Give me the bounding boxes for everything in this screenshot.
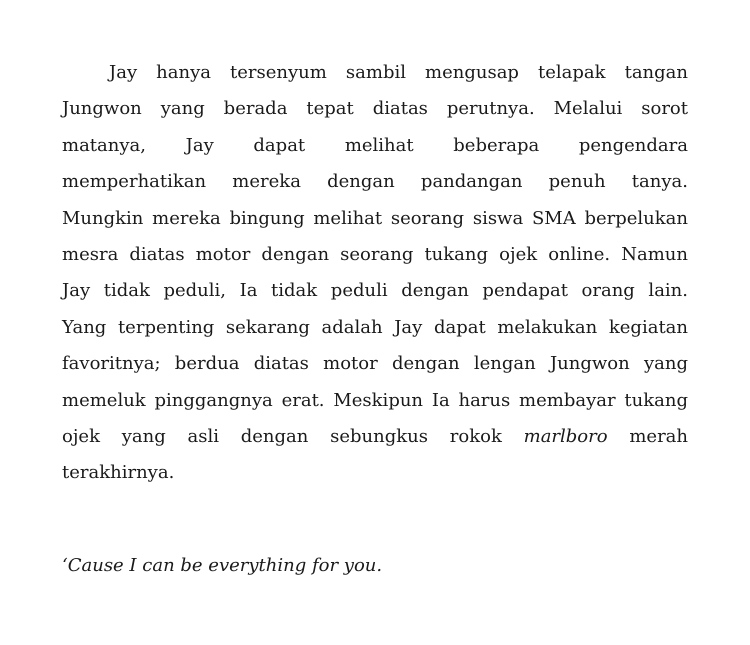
story-text <box>62 55 688 492</box>
paragraph-line-6: mesra diatas motor dengan seorang tukang ojek online. Namun <box>62 243 688 265</box>
paragraph-line-3: matanya, Jay dapat melihat beberapa pengendara <box>62 134 688 156</box>
paragraph-line-12: terakhirnya. <box>62 462 175 484</box>
paragraph-line-2: Jungwon yang berada tepat diatas perutnya. Melalui sorot <box>62 98 688 120</box>
line-11-text-before: ojek yang asli dengan sebungkus rokok <box>62 425 524 447</box>
story-paragraph <box>62 55 688 492</box>
brand-name-italic: marlboro <box>523 425 608 447</box>
paragraph-line-4: memperhatikan mereka dengan pandangan penuh tanya. <box>62 171 688 193</box>
paragraph-line-10: memeluk pinggangnya erat. Meskipun Ia harus membayar tukang <box>62 389 688 411</box>
closing-quote: ‘Cause I can be everything for you. <box>62 555 383 576</box>
paragraph-line-5: Mungkin mereka bingung melihat seorang siswa SMA berpelukan <box>62 207 688 229</box>
paragraph-line-8: Yang terpenting sekarang adalah Jay dapat melakukan kegiatan <box>62 316 688 338</box>
paragraph-line-9: favoritnya; berdua diatas motor dengan lengan Jungwon yang <box>62 353 688 375</box>
line-11-text-after: merah <box>607 425 689 447</box>
paragraph-line-11 <box>62 419 688 455</box>
paragraph-line-7: Jay tidak peduli, Ia tidak peduli dengan pendapat orang lain. <box>62 280 688 302</box>
paragraph-line-1: Jay hanya tersenyum sambil mengusap telapak tangan <box>109 62 688 83</box>
